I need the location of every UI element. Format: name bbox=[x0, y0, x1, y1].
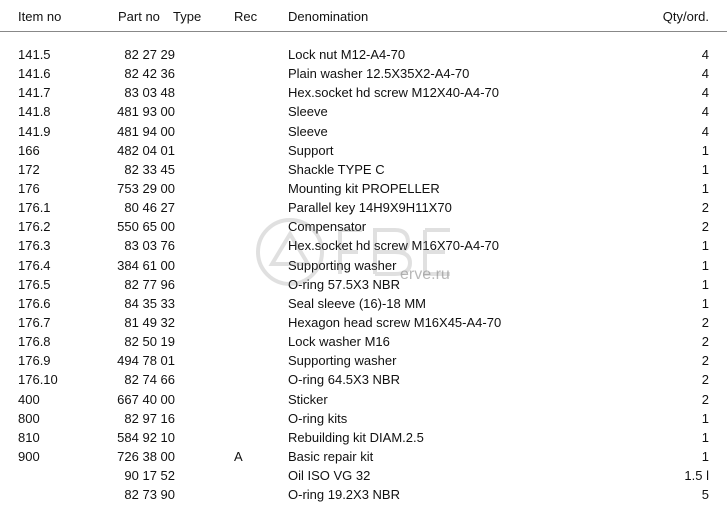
row-part-no: 481 94 00 bbox=[117, 123, 175, 139]
row-part-no: 82 77 96 bbox=[124, 276, 175, 292]
row-part-no: 81 49 32 bbox=[124, 314, 175, 330]
row-denomination: Seal sleeve (16)-18 MM bbox=[288, 295, 426, 311]
row-part-no: 384 61 00 bbox=[117, 257, 175, 273]
row-item-no: 141.7 bbox=[18, 85, 51, 101]
row-part-no: 482 04 01 bbox=[117, 142, 175, 158]
table-row bbox=[0, 236, 727, 255]
row-item-no: 176.7 bbox=[18, 314, 51, 330]
header-item-no: Item no bbox=[18, 9, 62, 24]
row-part-no: 90 17 52 bbox=[124, 468, 175, 484]
row-part-no: 83 03 48 bbox=[124, 85, 175, 101]
row-denomination: Parallel key 14H9X9H11X70 bbox=[288, 200, 452, 216]
table-row bbox=[0, 83, 727, 102]
row-item-no: 800 bbox=[18, 410, 40, 426]
row-part-no: 82 74 66 bbox=[124, 372, 175, 388]
row-qty: 1 bbox=[701, 142, 709, 158]
row-qty: 2 bbox=[701, 334, 709, 350]
row-denomination: O-ring kits bbox=[288, 410, 348, 426]
row-denomination: O-ring 64.5X3 NBR bbox=[288, 372, 400, 388]
row-part-no: 584 92 10 bbox=[117, 429, 175, 445]
row-item-no: 141.8 bbox=[18, 104, 51, 120]
row-denomination: Plain washer 12.5X35X2-A4-70 bbox=[288, 66, 470, 82]
row-part-no: 82 73 90 bbox=[124, 487, 175, 503]
row-part-no: 82 97 16 bbox=[124, 410, 175, 426]
row-denomination: Support bbox=[288, 142, 334, 158]
row-part-no: 80 46 27 bbox=[124, 200, 175, 216]
row-denomination: Hex.socket hd screw M12X40-A4-70 bbox=[288, 85, 499, 101]
row-qty: 1 bbox=[701, 410, 709, 426]
table-row bbox=[0, 45, 727, 64]
row-qty: 1 bbox=[701, 180, 709, 196]
row-part-no: 667 40 00 bbox=[117, 391, 175, 407]
row-denomination: O-ring 19.2X3 NBR bbox=[288, 487, 400, 503]
table-row bbox=[0, 160, 727, 179]
header-rec: Rec bbox=[234, 9, 258, 24]
table-row bbox=[0, 351, 727, 370]
row-qty: 2 bbox=[701, 200, 709, 216]
row-denomination: Lock nut M12-A4-70 bbox=[288, 47, 406, 62]
table-row bbox=[0, 256, 727, 275]
row-item-no: 176.2 bbox=[18, 219, 51, 235]
row-qty: 4 bbox=[701, 47, 709, 62]
table-row bbox=[0, 428, 727, 447]
parts-table-body bbox=[0, 45, 727, 504]
row-qty: 1 bbox=[701, 295, 709, 311]
table-row bbox=[0, 275, 727, 294]
row-part-no: 82 27 29 bbox=[124, 47, 175, 62]
header-type: Type bbox=[173, 9, 202, 24]
row-denomination: Compensator bbox=[288, 219, 367, 235]
row-part-no: 726 38 00 bbox=[117, 448, 175, 464]
header-denomination: Denomination bbox=[288, 9, 369, 24]
row-denomination: Hex.socket hd screw M16X70-A4-70 bbox=[288, 238, 499, 254]
table-row bbox=[0, 64, 727, 83]
row-part-no: 550 65 00 bbox=[117, 219, 175, 235]
row-part-no: 84 35 33 bbox=[124, 295, 175, 311]
row-denomination: O-ring 57.5X3 NBR bbox=[288, 276, 400, 292]
table-header bbox=[0, 0, 727, 32]
row-item-no: 810 bbox=[18, 429, 40, 445]
header-part-no: Part no bbox=[118, 9, 160, 24]
table-row bbox=[0, 313, 727, 332]
table-row bbox=[0, 198, 727, 217]
row-denomination: Supporting washer bbox=[288, 353, 397, 369]
watermark-text: erve.ru bbox=[400, 266, 450, 283]
row-qty: 4 bbox=[701, 85, 709, 101]
table-row bbox=[0, 466, 727, 485]
row-qty: 2 bbox=[701, 391, 709, 407]
row-qty: 2 bbox=[701, 372, 709, 388]
row-part-no: 753 29 00 bbox=[117, 180, 175, 196]
row-qty: 4 bbox=[701, 66, 709, 82]
row-denomination: Lock washer M16 bbox=[288, 334, 390, 350]
row-qty: 1 bbox=[701, 276, 709, 292]
row-part-no: 82 33 45 bbox=[124, 161, 175, 177]
row-item-no: 176 bbox=[18, 180, 40, 196]
row-part-no: 82 50 19 bbox=[124, 334, 175, 350]
row-qty: 1 bbox=[701, 257, 709, 273]
row-denomination: Basic repair kit bbox=[288, 448, 374, 464]
row-qty: 1.5 l bbox=[684, 468, 709, 484]
row-part-no: 82 42 36 bbox=[124, 66, 175, 82]
row-item-no: 176.5 bbox=[18, 276, 51, 292]
row-rec: A bbox=[234, 448, 243, 464]
table-row bbox=[0, 141, 727, 160]
row-qty: 1 bbox=[701, 238, 709, 254]
row-denomination: Shackle TYPE C bbox=[288, 161, 385, 177]
row-qty: 1 bbox=[701, 161, 709, 177]
row-item-no: 141.5 bbox=[18, 47, 51, 62]
row-denomination: Mounting kit PROPELLER bbox=[288, 180, 440, 196]
row-qty: 4 bbox=[701, 123, 709, 139]
row-item-no: 176.9 bbox=[18, 353, 51, 369]
row-item-no: 176.6 bbox=[18, 295, 51, 311]
table-row bbox=[0, 447, 727, 466]
row-item-no: 900 bbox=[18, 448, 40, 464]
table-row bbox=[0, 294, 727, 313]
row-item-no: 176.3 bbox=[18, 238, 51, 254]
row-item-no: 172 bbox=[18, 161, 40, 177]
row-item-no: 141.6 bbox=[18, 66, 51, 82]
row-denomination: Hexagon head screw M16X45-A4-70 bbox=[288, 314, 502, 330]
row-item-no: 176.4 bbox=[18, 257, 51, 273]
row-part-no: 494 78 01 bbox=[117, 353, 175, 369]
table-row bbox=[0, 179, 727, 198]
row-qty: 5 bbox=[701, 487, 709, 503]
row-part-no: 481 93 00 bbox=[117, 104, 175, 120]
table-row bbox=[0, 332, 727, 351]
table-row bbox=[0, 485, 727, 504]
row-qty: 2 bbox=[701, 219, 709, 235]
table-row bbox=[0, 122, 727, 141]
row-part-no: 83 03 76 bbox=[124, 238, 175, 254]
row-denomination: Supporting washer bbox=[288, 257, 397, 273]
row-denomination: Sticker bbox=[288, 391, 328, 407]
table-row bbox=[0, 390, 727, 409]
row-item-no: 166 bbox=[18, 142, 40, 158]
row-qty: 1 bbox=[701, 429, 709, 445]
row-item-no: 141.9 bbox=[18, 123, 51, 139]
row-qty: 1 bbox=[701, 448, 709, 464]
row-qty: 2 bbox=[701, 353, 709, 369]
table-row bbox=[0, 409, 727, 428]
table-row bbox=[0, 102, 727, 121]
row-qty: 2 bbox=[701, 314, 709, 330]
table-row bbox=[0, 370, 727, 389]
row-denomination: Sleeve bbox=[288, 123, 328, 139]
row-denomination: Sleeve bbox=[288, 104, 328, 120]
row-denomination: Oil ISO VG 32 bbox=[288, 468, 371, 484]
row-item-no: 400 bbox=[18, 391, 40, 407]
row-item-no: 176.1 bbox=[18, 200, 51, 216]
row-denomination: Rebuilding kit DIAM.2.5 bbox=[288, 429, 424, 445]
row-qty: 4 bbox=[701, 104, 709, 120]
row-item-no: 176.8 bbox=[18, 334, 51, 350]
header-qty: Qty/ord. bbox=[662, 9, 709, 24]
row-item-no: 176.10 bbox=[18, 372, 58, 388]
table-row bbox=[0, 217, 727, 236]
